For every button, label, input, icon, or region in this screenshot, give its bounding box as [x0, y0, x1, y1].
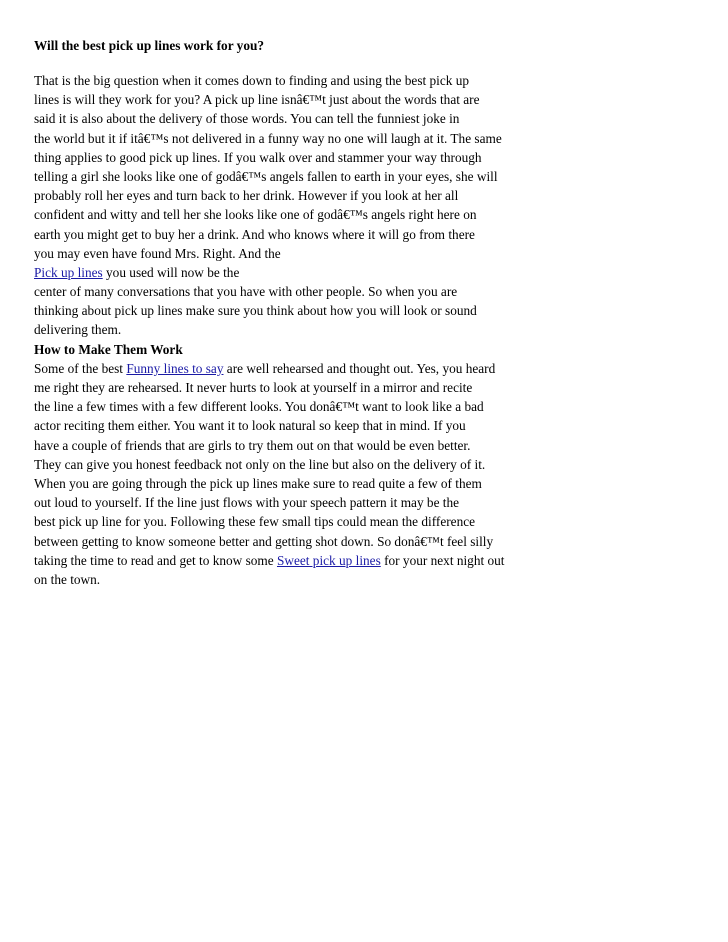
paragraph-line: between getting to know someone better and getting shot down. So donâ€™t feel silly — [34, 533, 494, 549]
link-trailing-text: you used will now be the — [102, 264, 240, 280]
paragraph-line: earth you might get to buy her a drink. And who knows where it will go from there — [34, 226, 475, 242]
paragraph-line: telling a girl she looks like one of godâ€™s angels fallen to earth in your eyes, she will — [34, 168, 498, 184]
paragraph-line: delivering them. — [34, 322, 122, 338]
paragraph-line: me right they are rehearsed. It never hurts to look at yourself in a mirror and recite — [34, 380, 473, 395]
paragraph-line: lines is will they work for you? A pick up line isnâ€™t just about the words that are — [34, 92, 480, 108]
paragraph-line: best pick up line for you. Following these few small tips could mean the difference — [34, 514, 476, 530]
pick-up-lines-link[interactable]: Pick up lines — [34, 264, 103, 280]
paragraph-line: actor reciting them either. You want it to look natural so keep that in mind. If you — [34, 418, 466, 434]
link-leading-text: taking the time to read and get to know some — [34, 552, 277, 568]
paragraph-line: probably roll her eyes and turn back to her drink. However if you look at her all — [34, 188, 459, 204]
paragraph-line: you may even have found Mrs. Right. And the — [34, 245, 281, 261]
link-leading-text: Some of the best — [34, 360, 127, 376]
paragraph-line-with-link — [34, 263, 554, 282]
document-body — [34, 36, 554, 589]
paragraph-line: When you are going through the pick up lines make sure to read quite a few of them — [34, 475, 482, 491]
paragraph-line: confident and witty and tell her she looks like one of godâ€™s angels right here on — [34, 207, 477, 223]
section-intro — [34, 71, 554, 340]
paragraph-line: center of many conversations that you have with other people. So when you are — [34, 284, 458, 300]
paragraph-line: said it is also about the delivery of those words. You can tell the funniest joke in — [34, 111, 460, 127]
paragraph-line: thing applies to good pick up lines. If you walk over and stammer your way through — [34, 149, 482, 165]
paragraph-line-with-link — [34, 551, 554, 570]
paragraph-line: thinking about pick up lines make sure you think about how you will look or sound — [34, 303, 477, 319]
link-trailing-text: for your next night out — [380, 552, 505, 568]
document-title: Will the best pick up lines work for you? — [34, 38, 265, 53]
paragraph-line: the world but it if itâ€™s not delivered in a funny way no one will laugh at it. The same — [34, 130, 502, 146]
paragraph-line: have a couple of friends that are girls to try them out on that would be even better. — [34, 437, 471, 453]
link-trailing-text: are well rehearsed and thought out. Yes, you heard — [223, 360, 496, 376]
paragraph-line: They can give you honest feedback not only on the line but also on the delivery of it. — [34, 456, 486, 472]
paragraph-line: out loud to yourself. If the line just flows with your speech pattern it may be the — [34, 495, 460, 511]
sweet-pick-up-lines-link[interactable]: Sweet pick up lines — [276, 552, 381, 568]
paragraph-line: on the town. — [34, 571, 101, 587]
paragraph-line-with-link — [34, 359, 554, 378]
paragraph-line: That is the big question when it comes down to finding and using the best pick up — [34, 73, 470, 88]
paragraph-line: the line a few times with a few different looks. You donâ€™t want to look like a bad — [34, 399, 484, 415]
section-how-to — [34, 340, 554, 589]
section-heading: How to Make Them Work — [34, 341, 183, 357]
funny-lines-link[interactable]: Funny lines to say — [126, 360, 224, 376]
title-spacer — [34, 55, 554, 71]
